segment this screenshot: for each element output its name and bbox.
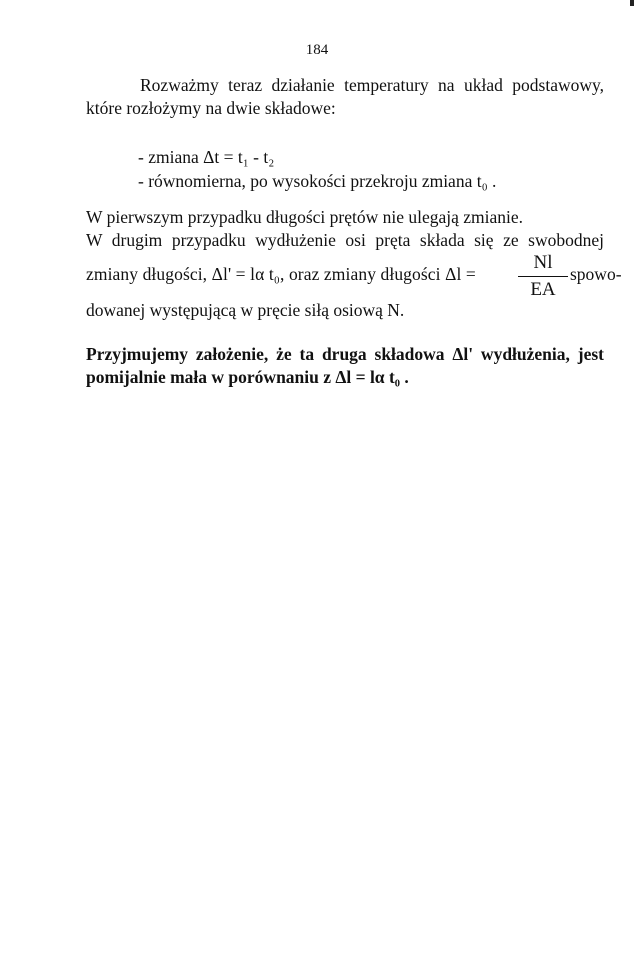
fraction-bar	[518, 276, 568, 277]
formula-line	[86, 251, 622, 305]
list-item: - zmiana Δt = t₁ - t₂	[138, 147, 275, 167]
cases-line-2: W drugim przypadku wydłużenie osi pręta składa się ze swobodnej	[86, 230, 604, 250]
intro-line-2: które rozłożymy na dwie składowe:	[86, 98, 336, 118]
formula-text-before: zmiany długości, Δl' = lα t₀, oraz zmiany długości Δl =	[86, 264, 476, 284]
formula-text-after: spowo-	[570, 264, 622, 284]
intro-line-1: Rozważmy teraz działanie temperatury na układ podstawowy,	[140, 75, 604, 95]
fraction	[518, 251, 568, 302]
assumption-line-1: Przyjmujemy założenie, że ta druga składowa Δl' wydłużenia, jest	[86, 344, 604, 364]
assumption-line-2: pomijalnie mała w porównaniu z Δl = lα t₀ .	[86, 367, 409, 387]
fraction-numerator: Nl	[533, 252, 553, 273]
cases-line-4: dowanej występującą w pręcie siłą osiową N.	[86, 300, 405, 320]
cases-paragraph	[86, 206, 604, 252]
fraction-denominator: EA	[530, 279, 556, 300]
assumption-paragraph	[86, 343, 604, 389]
scan-edge-mark	[630, 0, 634, 6]
cases-line-1: W pierwszym przypadku długości prętów nie ulegają zmianie.	[86, 207, 524, 227]
component-list	[138, 145, 496, 193]
intro-paragraph	[86, 74, 604, 120]
list-item: - równomierna, po wysokości przekroju zmiana t₀ .	[138, 171, 497, 191]
page-number: 184	[305, 42, 329, 58]
